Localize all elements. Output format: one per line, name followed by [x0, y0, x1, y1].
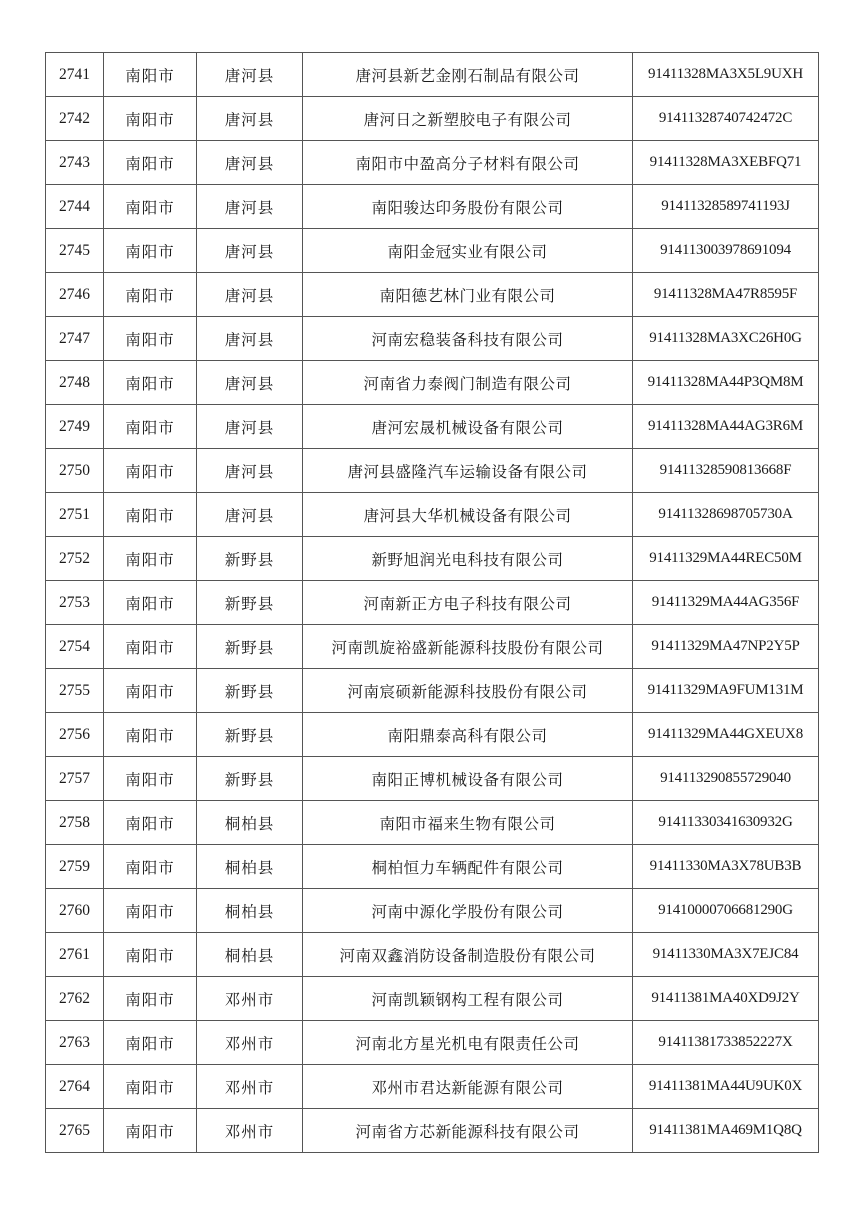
county-cell: 唐河县 — [197, 317, 303, 361]
table-row — [46, 801, 819, 845]
company-name-cell: 新野旭润光电科技有限公司 — [303, 537, 633, 581]
row-number-cell: 2753 — [46, 581, 104, 625]
row-number-cell: 2752 — [46, 537, 104, 581]
credit-code-cell: 914113003978691094 — [633, 229, 819, 273]
table-row — [46, 1065, 819, 1109]
row-number-cell: 2754 — [46, 625, 104, 669]
credit-code-cell: 91411381MA469M1Q8Q — [633, 1109, 819, 1153]
county-cell: 新野县 — [197, 537, 303, 581]
row-number-cell: 2751 — [46, 493, 104, 537]
credit-code-cell: 91411328MA47R8595F — [633, 273, 819, 317]
credit-code-cell: 91411328590813668F — [633, 449, 819, 493]
credit-code-cell: 91411329MA44REC50M — [633, 537, 819, 581]
company-name-cell: 河南宸硕新能源科技股份有限公司 — [303, 669, 633, 713]
credit-code-cell: 91411328MA44P3QM8M — [633, 361, 819, 405]
table-row — [46, 317, 819, 361]
credit-code-cell: 91411328698705730A — [633, 493, 819, 537]
county-cell: 邓州市 — [197, 977, 303, 1021]
city-cell: 南阳市 — [104, 449, 197, 493]
row-number-cell: 2759 — [46, 845, 104, 889]
city-cell: 南阳市 — [104, 537, 197, 581]
document-page — [45, 52, 817, 1153]
credit-code-cell: 91411330MA3X7EJC84 — [633, 933, 819, 977]
city-cell: 南阳市 — [104, 53, 197, 97]
credit-code-cell: 91411330341630932G — [633, 801, 819, 845]
county-cell: 桐柏县 — [197, 801, 303, 845]
county-cell: 桐柏县 — [197, 889, 303, 933]
credit-code-cell: 91411328MA3XEBFQ71 — [633, 141, 819, 185]
row-number-cell: 2742 — [46, 97, 104, 141]
city-cell: 南阳市 — [104, 669, 197, 713]
county-cell: 桐柏县 — [197, 933, 303, 977]
credit-code-cell: 91411329MA44AG356F — [633, 581, 819, 625]
table-row — [46, 97, 819, 141]
company-name-cell: 河南新正方电子科技有限公司 — [303, 581, 633, 625]
company-name-cell: 河南凯旋裕盛新能源科技股份有限公司 — [303, 625, 633, 669]
row-number-cell: 2761 — [46, 933, 104, 977]
city-cell: 南阳市 — [104, 889, 197, 933]
city-cell: 南阳市 — [104, 229, 197, 273]
row-number-cell: 2762 — [46, 977, 104, 1021]
table-body — [46, 53, 819, 1153]
county-cell: 唐河县 — [197, 405, 303, 449]
city-cell: 南阳市 — [104, 757, 197, 801]
city-cell: 南阳市 — [104, 713, 197, 757]
company-name-cell: 南阳市福来生物有限公司 — [303, 801, 633, 845]
table-row — [46, 713, 819, 757]
table-row — [46, 933, 819, 977]
city-cell: 南阳市 — [104, 405, 197, 449]
credit-code-cell: 91411329MA47NP2Y5P — [633, 625, 819, 669]
county-cell: 桐柏县 — [197, 845, 303, 889]
county-cell: 唐河县 — [197, 185, 303, 229]
county-cell: 唐河县 — [197, 229, 303, 273]
city-cell: 南阳市 — [104, 493, 197, 537]
credit-code-cell: 91411328589741193J — [633, 185, 819, 229]
credit-code-cell: 91411328MA3X5L9UXH — [633, 53, 819, 97]
row-number-cell: 2747 — [46, 317, 104, 361]
row-number-cell: 2757 — [46, 757, 104, 801]
county-cell: 唐河县 — [197, 53, 303, 97]
city-cell: 南阳市 — [104, 361, 197, 405]
row-number-cell: 2746 — [46, 273, 104, 317]
company-name-cell: 河南省力泰阀门制造有限公司 — [303, 361, 633, 405]
table-row — [46, 449, 819, 493]
company-name-cell: 唐河县新艺金刚石制品有限公司 — [303, 53, 633, 97]
company-name-cell: 河南凯颖钢构工程有限公司 — [303, 977, 633, 1021]
credit-code-cell: 91411328MA3XC26H0G — [633, 317, 819, 361]
company-name-cell: 南阳骏达印务股份有限公司 — [303, 185, 633, 229]
company-name-cell: 河南宏稳装备科技有限公司 — [303, 317, 633, 361]
table-row — [46, 669, 819, 713]
table-row — [46, 757, 819, 801]
company-name-cell: 桐柏恒力车辆配件有限公司 — [303, 845, 633, 889]
company-name-cell: 南阳市中盈高分子材料有限公司 — [303, 141, 633, 185]
company-name-cell: 河南省方芯新能源科技有限公司 — [303, 1109, 633, 1153]
row-number-cell: 2763 — [46, 1021, 104, 1065]
table-row — [46, 889, 819, 933]
credit-code-cell: 91411381MA40XD9J2Y — [633, 977, 819, 1021]
credit-code-cell: 91411328740742472C — [633, 97, 819, 141]
table-row — [46, 185, 819, 229]
city-cell: 南阳市 — [104, 273, 197, 317]
county-cell: 新野县 — [197, 625, 303, 669]
company-name-cell: 邓州市君达新能源有限公司 — [303, 1065, 633, 1109]
county-cell: 邓州市 — [197, 1065, 303, 1109]
city-cell: 南阳市 — [104, 185, 197, 229]
table-row — [46, 405, 819, 449]
row-number-cell: 2749 — [46, 405, 104, 449]
table-row — [46, 229, 819, 273]
city-cell: 南阳市 — [104, 1065, 197, 1109]
county-cell: 邓州市 — [197, 1021, 303, 1065]
credit-code-cell: 91411328MA44AG3R6M — [633, 405, 819, 449]
credit-code-cell: 91411381MA44U9UK0X — [633, 1065, 819, 1109]
row-number-cell: 2756 — [46, 713, 104, 757]
county-cell: 唐河县 — [197, 361, 303, 405]
county-cell: 新野县 — [197, 669, 303, 713]
row-number-cell: 2750 — [46, 449, 104, 493]
row-number-cell: 2744 — [46, 185, 104, 229]
enterprise-list-table — [45, 52, 819, 1153]
row-number-cell: 2741 — [46, 53, 104, 97]
row-number-cell: 2765 — [46, 1109, 104, 1153]
table-row — [46, 845, 819, 889]
table-row — [46, 493, 819, 537]
company-name-cell: 南阳金冠实业有限公司 — [303, 229, 633, 273]
city-cell: 南阳市 — [104, 625, 197, 669]
table-row — [46, 625, 819, 669]
row-number-cell: 2764 — [46, 1065, 104, 1109]
city-cell: 南阳市 — [104, 1021, 197, 1065]
row-number-cell: 2743 — [46, 141, 104, 185]
row-number-cell: 2755 — [46, 669, 104, 713]
table-row — [46, 1021, 819, 1065]
table-row — [46, 581, 819, 625]
credit-code-cell: 91411329MA44GXEUX8 — [633, 713, 819, 757]
company-name-cell: 河南中源化学股份有限公司 — [303, 889, 633, 933]
table-row — [46, 537, 819, 581]
county-cell: 新野县 — [197, 713, 303, 757]
county-cell: 唐河县 — [197, 97, 303, 141]
table-row — [46, 1109, 819, 1153]
credit-code-cell: 91411381733852227X — [633, 1021, 819, 1065]
city-cell: 南阳市 — [104, 933, 197, 977]
credit-code-cell: 91411330MA3X78UB3B — [633, 845, 819, 889]
table-row — [46, 361, 819, 405]
credit-code-cell: 914113290855729040 — [633, 757, 819, 801]
table-row — [46, 273, 819, 317]
company-name-cell: 河南双鑫消防设备制造股份有限公司 — [303, 933, 633, 977]
company-name-cell: 唐河县盛隆汽车运输设备有限公司 — [303, 449, 633, 493]
county-cell: 邓州市 — [197, 1109, 303, 1153]
table-row — [46, 53, 819, 97]
credit-code-cell: 91411329MA9FUM131M — [633, 669, 819, 713]
company-name-cell: 唐河县大华机械设备有限公司 — [303, 493, 633, 537]
county-cell: 唐河县 — [197, 449, 303, 493]
company-name-cell: 唐河日之新塑胶电子有限公司 — [303, 97, 633, 141]
credit-code-cell: 91410000706681290G — [633, 889, 819, 933]
county-cell: 新野县 — [197, 581, 303, 625]
city-cell: 南阳市 — [104, 317, 197, 361]
row-number-cell: 2758 — [46, 801, 104, 845]
row-number-cell: 2760 — [46, 889, 104, 933]
county-cell: 唐河县 — [197, 493, 303, 537]
company-name-cell: 河南北方星光机电有限责任公司 — [303, 1021, 633, 1065]
company-name-cell: 南阳正博机械设备有限公司 — [303, 757, 633, 801]
city-cell: 南阳市 — [104, 801, 197, 845]
city-cell: 南阳市 — [104, 977, 197, 1021]
city-cell: 南阳市 — [104, 141, 197, 185]
company-name-cell: 唐河宏晟机械设备有限公司 — [303, 405, 633, 449]
table-row — [46, 141, 819, 185]
row-number-cell: 2748 — [46, 361, 104, 405]
county-cell: 新野县 — [197, 757, 303, 801]
county-cell: 唐河县 — [197, 273, 303, 317]
table-row — [46, 977, 819, 1021]
row-number-cell: 2745 — [46, 229, 104, 273]
city-cell: 南阳市 — [104, 97, 197, 141]
county-cell: 唐河县 — [197, 141, 303, 185]
city-cell: 南阳市 — [104, 581, 197, 625]
company-name-cell: 南阳德艺林门业有限公司 — [303, 273, 633, 317]
company-name-cell: 南阳鼎泰高科有限公司 — [303, 713, 633, 757]
city-cell: 南阳市 — [104, 1109, 197, 1153]
city-cell: 南阳市 — [104, 845, 197, 889]
